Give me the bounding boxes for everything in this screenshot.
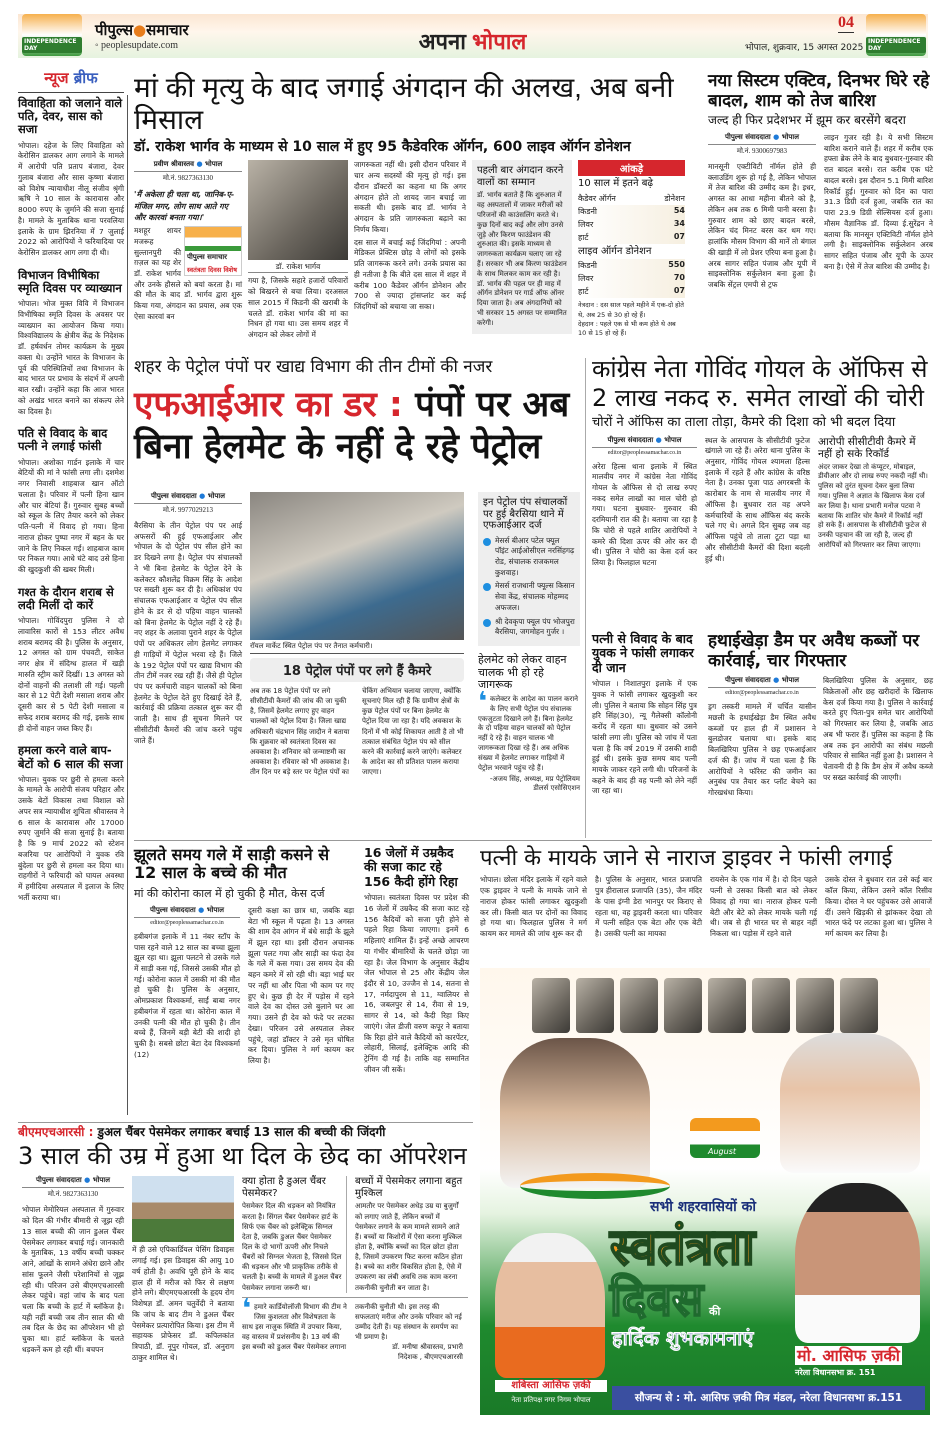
news-brief-column: [18, 68, 124, 904]
fir-list-item: मेसर्स बीआर पटेल फ्यूल पॉइंट आईओसीएल नरसिंहगढ़ रोड, संचालक राजकमल कुशवाह।: [483, 536, 575, 579]
main-story: [134, 72, 697, 341]
independence-day-badge-right: [866, 14, 926, 56]
brief-headline: पति से विवाद के बाद पत्नी ने लगाई फांसी: [18, 426, 108, 454]
petrol-col-1: पीपुल्स संवाददाता ● भोपाल मो.नं. 9977029213 बैरसिया के तीन पेट्रोल पंप पर आई अफसरों की हुई एफआईआर और भोपाल के दो पेट्रोल पंप सील होने का डर दिखने लगा है। पेट्रोल पंप संचालकों ने भी बिना हेलमेट के पेट्रोल देने के कलेक्टर कौशलेंद्र विक्रम सिंह के आदेश पर सख्ती शुरू कर दी है। अधिकांश पंप संचालक एफआईआर व पेट्रोल पंप सील होने के डर से दो पहिया वाहन चालकों को बिना हेलमेट के पेट्रोल नहीं दे रहे हैं। नए शहर के अलावा पुराने शहर के पेट्रोल पंपों पर अधिकतर लोग हेलमेट लगाकर ही गाड़ियों में पेट्रोल भरवा रहे हैं। जिले के 192 पेट्रोल पंपों पर खाद्य विभाग की तीन टीमें नजर रख रही हैं। जैसे ही पेट्रोल पंप पर कर्मचारी वाहन चालकों को बिना हेलमेट के पेट्रोल देते हुए दिखाई देते हैं, कार्रवाई की प्रक्रिया तत्काल शुरू कर दी जाती है। साथ ही सूचना मिलने पर सीसीटीवी कैमरों की जांच करने पहुंच जाते हैं।: [134, 492, 242, 745]
ad-title-1: स्वतंत्रता: [610, 1218, 755, 1276]
shabista-zaki-photo: [495, 1233, 605, 1378]
statistics-box: आंकड़े 10 साल में इतने बढ़े कैडेवर ऑर्गन डोनेशन किडनी 54 लिवर 34 हार्ट 07 लाइव ऑर्गन डोनेशन किडनी 550 लिवर 70 हार्ट 07 नेत्रदान : दस साल पहले महीने में एक-दो होते थे, अब 25 से 30 हो रहे हैं। देहदान : पहले एक से भी कम होते थे अब 10 से 15 हो रहे हैं।: [578, 160, 685, 337]
brief-body: भोपाल। दहेज के लिए विवाहिता को केरोसिन डालकर आग लगाने के मामले में आरोपी पति प्रताप बंजारा, देवर गुलाब बंजारा और सास कृष्णा बंजारा को विशेष न्यायाधीश नीलू संजीव श्रृंगी ऋषि ने 10 साल के कारावास और 8000 रुपए के जुर्माने की सजा सुनाई है। मामले के मुताबिक थाना परवलिया इलाके के ग्राम झिरनिया में 7 जुलाई 2022 को आरोपियों ने फरियादिया पर केरोसिन डालकर आग लगा दी थी।: [18, 140, 124, 257]
petrol-kicker: शहर के पेट्रोल पंपों पर खाद्य विभाग की तीन टीमों की नजर: [134, 357, 493, 377]
divider: [134, 840, 932, 841]
director-quote-block: [242, 1293, 468, 1363]
bmhrc-kicker: बीएमएचआरसी : डुअल चैंबर पेसमेकर लगाकर बचाई 13 साल की बच्ची की जिंदगी: [18, 1125, 386, 1139]
petrol-right-column: [478, 492, 580, 793]
main-col-3: जागरुकता नहीं थी। इसी दौरान परिवार में चार अन्य सदस्यों की मृत्यु हो गई। इस दौरान डॉक्टरों का कहना था कि अगर अंगदान होते तो शायद जान बचाई जा सकती थी। इसके बाद डॉ. भार्गव ने अंगदान के प्रति जागरुकता बढ़ाने का निर्णय किया। दस साल में बचाई कई जिंदगियां : अपनी मेडिकल प्रेक्टिस छोड़ वे लोगों को इसके प्रति जागरूक करने लगे। उनके प्रयास का ही नतीजा है कि बीते दस साल में शहर में करीब 100 कैडेवर ऑर्गन डोनेशन और 700 से ज्यादा ट्रांसप्लांट कर कई जिंदगियों को बचाया जा सका।: [354, 160, 466, 312]
brief-body: भोपाल। गोविंदपुरा पुलिस ने दो लावारिस कारों से 153 लीटर अवैध शराब बरामद की है। पुलिस के अनुसार, 12 अगस्त को ग्राम पंचवटी, साकेत नगर क्षेत्र में संदिग्ध हालत में खड़ी मारुति स्ट्रीम कारें दिखीं। 13 अगस्त को दोनों वाहनों की तलाशी ली गई। पहली कार से 12 पेटी देशी मसाला शराब और दूसरी कार से 5 पेटी देशी मसाला व सफेद शराब बरामद की गई, इसके साथ ही दोनों वाहन जब्त किए हैं।: [18, 616, 124, 733]
petrol-headline: एफआईआर का डर : पंपों पर अब बिना हेलमेट के नहीं दे रहे पेट्रोल: [134, 384, 570, 467]
suicide-story: [592, 632, 697, 797]
swing-headline: झूलते समय गले में साड़ी कसने से 12 साल के बच्चे की मौत: [134, 845, 330, 883]
bmhrc-col-1: पीपुल्स संवाददाता ● भोपाल मो.नं. 9827363130 भोपाल मेमोरियल अस्पताल में गुरुवार को दिल की गंभीर बीमारी से जूझ रही 13 साल बच्ची की जान डुअल चैंबर पेसमेकर लगाकर बचाई गई। जानकारी के मुताबिक, 13 वर्षीय बच्ची चक्कर आने, आंखों के सामने अंधेरा छाने और सांस फूलने जैसी परेशानियों से जूझ रही थी। परिजन उसे बीएमएचआरसी लेकर पहुंचे। वहां जांच के बाद पता चला कि बच्ची के हार्ट में ब्लॉकेज है। यही नहीं बच्ची जब तीन साल की थी तब दिल के छेद का ऑपरेशन भी हो चुका था। हार्ट ब्लॉकेज के चलते धड़कनें कम हो रही थीं। बचपन: [22, 1176, 124, 1354]
helmet-sidebar: हेलमेट को लेकर वाहन चालक भी हो रहे जागरूक ❛ कलेक्टर के आदेश का पालन कराने के लिए सभी पेट्रोल पंप संचालक एकजुटता दिखाने लगे हैं। बिना हेलमेट के दो पहिया वाहन चालकों को पेट्रोल नहीं दे रहे हैं। वाहन चालक भी जागरूकता दिखा रहे हैं। अब अधिक संख्या में हेलमेट लगाकर गाड़ियों में पेट्रोल भरवाने पहुंच रहे हैं। -अजय सिंह, अध्यक्ष, मप्र पेट्रोलियम डीलर्स एसोसिएशन: [478, 653, 580, 793]
fifteen-august-badge: August: [690, 1118, 760, 1158]
leader-photo-left: [500, 1038, 650, 1188]
weather-col-1: पीपुल्स संवाददाता ● भोपाल मो.नं. 9300697983 मानसूनी एक्टीविटी नॉर्मल होते ही क्लाउडिंग शुरू हो गई है, लेकिन भोपाल में तेज बारिश की उम्मीद कम है। इधर, अगस्त का आधा महीना बीतने को है, लेकिन अब तक 6 मिमी पानी बरसा है। गुरुवार शाम को छाए बादल बरसे, लेकिन चंद मिनट बरस कर थम गए। हालांकि मौसम विभाग की मानें तो बंगाल की खाड़ी में लो प्रेशर एरिया बना हुआ है। अरब सागर सहित पंजाब और यूपी में साइक्लोनिक सर्कुलेशन बना हुआ है। जबकि सेंट्रल एमपी से ट्रफ: [708, 132, 816, 289]
column-divider: [127, 95, 128, 1115]
fir-list-item: मेसर्स राजधानी फ्यूल्स किसान सेवा केंद्र, संचालक मोहम्मद अफजल।: [483, 581, 575, 613]
theft-headline: कांग्रेस नेता गोविंद गोयल के ऑफिस से 2 लाख नकद रु. समेत लाखों की चोरी: [592, 355, 928, 412]
director-quote: ❛ हमारे कार्डियोलॉजी विभाग की टीम ने जिस कुशलता और विशेषज्ञता के साथ इस नाजुक स्थिति में उपचार किया, वह वास्तव में प्रशंसनीय है। 13 वर्ष की इस बच्ची को डुअल चैंबर पेसमेकर लगाना: [242, 1293, 347, 1352]
driver-body: भोपाल। छोला मंदिर इलाके में रहने वाले एक ड्राइवर ने पत्नी के मायके जाने से नाराज होकर फांसी लगाकर खुदकुशी कर ली। किसी बात पर दोनों का विवाद हो गया था। फिलहाल पुलिस ने मर्ग कायम कर मामले की जांच शुरू कर दी है। पुलिस के अनुसार, भारत प्रजापति पुत्र हीरालाल प्रजापति (35), जैन मंदिर के पास इंग्नी डेरा भानपुर पर किराए से रहता था, वह ड्राइवरी करता था। परिवार में पत्नी सहित एक बेटा और एक बेटी है। उसकी पत्नी का मायका रायसेन के एक गांव में है। दो दिन पहले पत्नी से उसका किसी बात को लेकर विवाद हो गया था। नाराज होकर पत्नी बेटी और बेटे को लेकर मायके चली गई थी। जब से ही भारत घर से बाहर नहीं निकला था। पड़ोस में रहने वाले उसके दोस्त ने बुधवार रात उसे कई बार कॉल किया, लेकिन उसने कॉल रिसीव किया। दोस्त ने घर पहुंचकर उसे आवाजें दीं। उसने खिड़की से झांककर देखा तो भारत फंदे पर लटका हुआ था। पुलिस ने मर्ग कायम कर लिया है।: [480, 875, 932, 938]
petrol-pump-photo: [250, 492, 464, 640]
section-title: अपना भोपाल: [418, 29, 527, 54]
theft-sidebar: आरोपी सीसीटीवी कैमरे में नहीं हो सके रिकॉर्ड अंदर जाकर देखा तो कंप्यूटर, मोबाइल, डीवीआर और दो लाख रुपए नकदी नहीं थी। पुलिस को तुरंत सूचना देकर बुला लिया गया। पुलिस ने अज्ञात के खिलाफ केस दर्ज कर लिया है। थाना प्रभारी मनोज पटवा ने बताया कि शातिर चोर कैमरे में रिकॉर्ड नहीं हो सके हैं। आसपास के सीसीटीवी फुटेज से उनकी पहचान की जा रही है, जल्द ही आरोपियों को गिरफ्तार कर लिया जाएगा।: [818, 435, 928, 550]
reporter-mobile: मो.नं. 9827363130: [162, 174, 214, 183]
tricolor-ribbon: [520, 1173, 670, 1199]
badge-text: INDEPENDENCE DAY: [866, 37, 926, 53]
theft-story: [592, 355, 932, 569]
jail-headline: 16 जेलों में उम्रकैद की सजा काट रहे 156 कैदी होंगे रिहा: [364, 845, 458, 889]
brief-headline: हमला करने वाले बाप-बेटों को 6 साल की सजा: [18, 743, 123, 771]
swing-subheadline: मां की कोरोना काल में हो चुकी है मौत, केस दर्ज: [134, 886, 325, 900]
weather-col-2: लाइन गुजर रही है। ये सभी सिस्टम बारिश कराने वाले हैं। शहर में करीब एक हफ्ता ब्रेक लेने के बाद बुधवार-गुरुवार की रात बादल बरसे। रात करीब एक घंटे बादल बरसे। इस दौरान 5.1 मिमी बारिश रिकॉर्ड हुई। गुरुवार को दिन का पारा 31.3 डिग्री दर्ज हुआ, जबकि रात का पारा 23.9 डिग्री सेल्सियस दर्ज हुआ। मौसम वैज्ञानिक डॉ. दिव्या ई.सुरेंद्रन ने बताया कि मानसून एक्टिविटी नॉर्मल होने लगी है। साइक्लोनिक सर्कुलेशन अरब सागर सहित पंजाब और यूपी के ऊपर बना है। ऐसे में तेज बारिश की उम्मीद है।: [824, 132, 933, 271]
brief-headline: विवाहिता को जलाने वाले पति, देवर, सास को सजा: [18, 96, 123, 137]
fir-sidebar: इन पेट्रोल पंप संचालकों पर हुई बैरसिया थाने में एफआईआर दर्ज मेसर्स बीआर पटेल फ्यूल पॉइंट आईओसीएल नरसिंहगढ़ रोड, संचालक राजकमल कुशवाह। मेसर्स राजधानी फ्यूल्स किसान सेवा केंद्र, संचालक मोहम्मद अफजल। श्री देवकृपा फ्यूल पंप भोजपुरा बैरसिया, जगमोहन गुर्जर ।: [478, 492, 580, 646]
website-link[interactable]: ◦ peoplesupdate.com: [95, 40, 178, 51]
jail-story: [364, 846, 469, 1076]
brief-body: भोपाल। युवक पर छुरी से हमला करने के मामले के आरोपी संजय परिहार और उसके बेटों विकास तथा विशाल को अपर सत्र न्यायाधीश शुचिता श्रीवास्तव ने 6 साल के कारावास और 17000 रुपए जुर्माने की सजा सुनाई है। बताया है कि 9 मार्च 2022 को स्टेशन बजरिया पर आरोपियों ने युवक रवि बुंदेला पर छुरी से हमला कर दिया था। राहगीरों ने फरियादी को घायल अवस्था में हमीदिया अस्पताल में इलाज के लिए भर्ती कराया था।: [18, 774, 124, 902]
quote-icon: ❛: [242, 1293, 252, 1324]
swing-story: [134, 846, 354, 1067]
swing-col-1: पीपुल्स संवाददाता ● भोपाल editor@peoplessamachar.co.in हबीबगंज इलाके में 11 नंबर स्टॉप के पास रहने वाले 12 साल का बच्चा झूला झूल रहा था। झूला पलटने से उसके गले में साड़ी कस गई, जिससे उसकी मौत हो गई। कोरोना काल में उसकी मां की मौत हो चुकी है। पुलिस के अनुसार, ओमप्रकाश विश्वकर्मा, साईं बाबा नगर हबीबगंज में रहता था। कोरोना काल में उनकी पत्नी की मौत हो चुकी है। तीन बच्चे हैं, जिनमें बड़ी बेटी की शादी हो चुकी है। सबसे छोटा बेटा देव विश्वकर्मा (12): [134, 905, 240, 1059]
brief-headline: गश्त के दौरान शराब से लदी मिलीं दो कारें: [18, 584, 114, 612]
independence-day-advertisement: August सभी शहरवासियों को स्वतंत्रता दिवस की हार्दिक शुभकामनाएं मो. आसिफ ज़की नरेला विधानसभा क्र. 151 शबिस्ता आसिफ ज़की नेता प्रतिपक्ष नगर निगम भोपाल सौजन्य से : मो. आसिफ ज़की मित्र मंडल, नरेला विधानसभा क्र.151: [480, 968, 930, 1415]
theft-col-2: स्थल के आसपास के सीसीटीवी फुटेज खंगाले जा रहे हैं। अरेरा थाना पुलिस के अनुसार, गोविंद गोयल श्यामला हिल्स इलाके में रहते हैं और कांग्रेस के वरिष्ठ नेता है। उनका पूजा पाठ अगरबत्ती के कारोबार के नाम से मालवीय नगर में ऑफिस है। बुधवार रात वह अपने कर्मचारियों के साथ ऑफिस बंद करके चले गए थे। अगले दिन सुबह जब वह ऑफिस पहुंचे तो ताला टूटा पड़ा था और सीसीटीवी कैमरों की दिशा बदली हुई थी।: [705, 435, 810, 563]
special-edition-logo: पीपुल्स समाचार स्वतंत्रता दिवस विशेष: [184, 226, 242, 276]
main-body: मशहूर शायर मजरूह सुल्तानपुरी की ग़ज़ल का यह शेर डॉ. राकेश भार्गव और उनके हौसले को बयां करता है। मां की मौत के बाद डॉ. भार्गव द्वारा शुरू किया गया, अंगदान का प्रयास, अब एक ऐसा कारवां बन: [134, 226, 242, 321]
byline: प्रवीण श्रीवास्तव ● भोपाल: [134, 160, 242, 172]
main-headline: मां की मृत्यु के बाद जगाई अंगदान की अलख, अब बनी मिसाल: [134, 72, 674, 136]
swing-col-2: दूसरी कक्षा का छात्र था, जबकि बड़ा बेटा भी स्कूल में पढ़ता है। 13 अगस्त की शाम देव आंगन में बंधे साड़ी के झूले में झूल रहा था। इसी दौरान अचानक झूला पलट गया और साड़ी का फंदा देव के गले में कस गया। उस समय देव की बहन कमरे में सो रही थी। बड़ा भाई घर पर नहीं था और पिता भी काम पर गए हुए थे। कुछ ही देर में पड़ोस में रहने वाले देव का दोस्त उसे बुलाने घर आ गया। उसने ही देव को फंदे पर लटका देखा। परिजन उसे अस्पताल लेकर पहुंचे, जहां डॉक्टर ने उसे मृत घोषित कर दिया। पुलिस ने मर्ग कायम कर लिया है।: [248, 905, 354, 1066]
dam-col-1: पीपुल्स संवाददाता ● भोपाल editor@peoplessamachar.co.in ड्रग तस्करी मामले में चर्चित यासीन मछली के हथाईखेड़ा डैम स्थित अवैध कब्जों पर हाल ही में प्रशासन ने बुलडोजर चलाया था। इसके बाद बिलखिरिया पुलिस ने छह एफआईआर दर्ज की हैं। जांच में पता चला है कि आरोपियों ने फॉरेस्ट की जमीन का अनुबंध पत्र तैयार कर प्लॉट बेचने का गोरखधंधा किया।: [708, 676, 816, 797]
suicide-body: भोपाल । निशातपुरा इलाके में एक युवक ने फांसी लगाकर खुदकुशी कर ली। पुलिस ने बताया कि सोहन सिंह पुत्र हरि सिंह(30), न्यू गैलेक्सी कॉलोनी करोंद में रहता था। बुधवार को उसने फांसी लगा ली। पुलिस को जांच में पता चला है कि वर्ष 2019 में उसकी शादी हुई थी। इसके कुछ समय बाद पत्नी मायके जाकर रहने लगी थी। परिजनों के कहने के बाद ही वह पत्नी को लेने नहीं जा रहा था।: [592, 679, 697, 796]
weather-headline: नया सिस्टम एक्टिव, दिनभर घिरे रहे बादल, शाम को तेज बारिश: [708, 71, 930, 111]
bmhrc-headline: 3 साल की उम्र में हुआ था दिल के छेद का ऑपरेशन: [18, 1141, 467, 1170]
ad-wishes: हार्दिक शुभकामनाएं: [612, 1326, 754, 1350]
independence-day-badge-left: [22, 14, 82, 56]
stat-row: लिवर 34: [578, 218, 685, 229]
stat-row: किडनी 550: [578, 260, 685, 271]
news-brief-title: न्यूज ब्रीफ: [44, 69, 98, 87]
weather-subheadline: जल्द ही फिर प्रदेशभर में झूम कर बरसेंगे बदरा: [708, 113, 906, 128]
main-body: गया है, जिसके सहारे हजारों परिवारों को बिखरने से बचा लिया। दरअसल साल 2015 में किडनी की खराबी के चलते डॉ. राकेश भार्गव की मां का निधन हो गया था। उस समय शहर में अंगदान को लेकर लोगों में: [248, 276, 348, 340]
petrol-center: [250, 492, 464, 777]
ad-courtesy: सौजन्य से : मो. आसिफ ज़की मित्र मंडल, नरेला विधानसभा क्र.151: [612, 1386, 925, 1410]
ad-ki: की: [709, 1304, 721, 1318]
asif-zaki-photo: [795, 1183, 920, 1343]
stat-row: हार्ट 07: [578, 231, 685, 242]
driver-story: [480, 846, 932, 940]
cameras-subhead: 18 पेट्रोल पंपों पर लगे हैं कैमरे: [250, 658, 464, 682]
bmhrc-col-2: में ही उसे एपिकार्डियल पेसिंग डिवाइस लगाई गई। इस डिवाइस की आयु 10 वर्ष होती है। अवधि पूरी होने के बाद हाल ही में मरीज को फिर से लक्षण होने लगे। बीएमएचआरसी के हृदय रोग विशेषज्ञ डॉ. अमन चतुर्वेदी ने बताया कि जांच के बाद टीम ने डुअल चैंबर पेसमेकर प्रत्यारोपित किया। इस टीम में सहायक प्रोफेसर डॉ. कपिलकांत त्रिपाठी, डॉ. नूपुर गोयल, डॉ. अनुराग ठाकुर शामिल थे।: [132, 1176, 234, 1363]
children-pacemaker-sidebar: बच्चों में पेसमेकर लगाना बहुत मुश्किल आमतौर पर पेसमेकर अधेड़ उम्र या बुजुर्गों को लगाए जाते हैं, लेकिन बच्चों में पेसमेकर लगाने के कम मामले सामने आते हैं। बच्चों या किशोरों में ऐसा करना मुश्किल होता है, क्योंकि बच्चों का दिल छोटा होता है, जिसमें उपकरण फिट करना कठिन होता है। बच्चे का शरीर विकसित होता है, ऐसे में उपकरण का लंबी अवधि तक काम करना तकनीकी चुनौती बन जाता है।: [355, 1176, 463, 1292]
main-col-1: [134, 160, 242, 322]
leaders-photo-strip: [490, 978, 920, 1038]
bmhrc-sidebars: [242, 1176, 468, 1362]
divider: [18, 1122, 473, 1123]
theft-subheadline: चोरों ने ऑफिस का ताला तोड़ा, कैमरे की दिशा को भी बदल दिया: [592, 414, 896, 430]
weather-story: [708, 72, 933, 291]
fir-list-item: श्री देवकृपा फ्यूल पंप भोजपुरा बैरसिया, जगमोहन गुर्जर ।: [483, 617, 575, 638]
honour-sidebar: पहली बार अंगदान करने वालों का सम्मान डॉ. भार्गव बताते हैं कि शुरुआत में वह अस्पतालों में जाकर मरीजों को परिजनों की काउंसलिंग करते थे। कुछ दिनों बाद कई और लोग उनसे जुड़े और किरण फाउंडेशन की शुरुआत की। इसके माध्यम से जागरुकता कार्यक्रम चलाए जा रहे हैं। सरकार भी अब किरण फाउंडेशन के साथ मिलकर काम कर रही है। डॉ. भार्गव की पहल पर ही माह में ऑर्गन डोनेशन पर गार्ड ऑफ ऑनर दिया जाता है। अब अंगदानियों को भी सरकार 15 अगस्त पर सम्मानित करेगी।: [472, 160, 572, 333]
edition-date: भोपाल, शुक्रवार, 15 अगस्त 2025: [745, 43, 864, 53]
ad-name: मो. आसिफ ज़की: [797, 1346, 900, 1365]
column-divider: [585, 358, 586, 838]
main-subheadline: डॉ. राकेश भार्गव के माध्यम से 10 साल में हुए 95 कैडेवरिक ऑर्गन, 600 लाइव ऑर्गन डोनेशन: [134, 139, 631, 156]
stat-row: हार्ट 07: [578, 286, 685, 297]
quote-icon: ❛: [478, 687, 488, 718]
suicide-headline: पत्नी से विवाद के बाद युवक ने फांसी लगाकर दी जान: [592, 631, 694, 675]
dam-story: [708, 632, 933, 799]
brief-body: भोपाल। अशोका गार्डन इलाके में चार बेटियों की मां ने फांसी लगा ली। दशमेश नगर निवासी शाहबाज खान ऑटो चलाता है। परिवार में पत्नी हिना खान और चार बेटियां हैं। गुरुवार सुबह बच्चों को स्कूल के लिए तैयार करने को लेकर पति-पत्नी में विवाद हो गया। हिना नाराज होकर पुष्पा नगर में बहन के घर जाने के लिए निकल गईं। शाहबाज काम पर निकल गया। आधे घंटे बाद उसे हिना की खुदकुशी की खबर मिली।: [18, 457, 124, 575]
photo-caption: डॉ. राकेश भार्गव: [248, 262, 348, 273]
bmhrc-gate-photo: [132, 1176, 234, 1242]
dam-headline: हथाईखेड़ा डैम पर अवैध कब्जों पर कार्रवाई, चार गिरफ्तार: [708, 631, 920, 671]
petrol-body: चेकिंग अभियान चलाया जाएगा, क्योंकि सूचनाएं मिल रही हैं कि ग्रामीण क्षेत्रों के कुछ पेट्रोल पंपों पर बिना हेलमेट के पेट्रोल दिया जा रहा है। यदि अवकाश के दिनों में भी कोई शिकायत आती है तो भी तत्काल संबंधित पेट्रोल पंप को सील करने की कार्रवाई करने जाएंगे। कलेक्टर के आदेश का सौ प्रतिशत पालन कराया जाएगा।: [362, 687, 464, 777]
petrol-body: अब तक 18 पेट्रोल पंपों पर लगे सीसीटीवी कैमरों की जांच की जा चुकी है, जिसमें हेलमेट लगाए हुए वाहन चालकों को पेट्रोल दिया है। जिला खाद्य अधिकारी चंद्रभान सिंह जादौन ने बताया कि शुक्रवार को स्वतंत्रता दिवस का अवकाश है। शनिवार को जन्माष्टमी का अवकाश है। रविवार को भी अवकाश है। तीन दिन पर बड़े स्तर पर पेट्रोल पंपों का: [250, 687, 350, 777]
main-col-2: [248, 160, 348, 340]
pacemaker-explainer: क्या होता है डुअल चैंबर पेसमेकर? पेसमेकर दिल की धड़कन को नियंत्रित करता है। सिंगल चैंबर पेसमेकर हार्ट के सिर्फ एक चैंबर को इलेक्ट्रिक सिग्नल देता है, जबकि डुअल चैंबर पेसमेकर दिल के दो भागों ऊपरी और निचले चैंबरों को सिग्नल भेजता है, जिससे दिल की धड़कन और भी प्राकृतिक तरीके से चलती है। बच्ची के मामले में डुअल चैंबर पेसमेकर लगाना जरूरी था।: [242, 1176, 347, 1292]
jail-body: भोपाल। स्वतंत्रता दिवस पर प्रदेश की 16 जेलों में उम्रकैद की सजा काट रहे 156 कैदियों को सजा पूरी होने से पहले रिहा किया जाएगा। इनमें 6 महिलाएं शामिल हैं। इन्हें अच्छे आचरण या गंभीर बीमारियों के चलते छोड़ा जा रहा है। जेल विभाग के अनुसार केंद्रीय जेल भोपाल से 25 और केंद्रीय जेल इंदौर से 10, उज्जैन से 14, सतना से 17, नर्मदापुरम से 11, ग्वालियर से 16, जबलपुर से 14, रीवा से 19, सागर से 14, को कैदी रिहा किए जाएंगे। जेल डीजी वरुण कपूर ने बताया कि रिहा होने वाले कैदियों को कारपेंटर, लोहारी, सिलाई, इलेक्ट्रिक आदि की ट्रेनिंग दी गई है। ताकि वह सम्मानित जीवन जी सकें।: [364, 893, 469, 1074]
brief-headline: विभाजन विभीषिका स्मृति दिवस पर व्याख्यान: [18, 267, 122, 295]
photo-caption: रॉयल मार्केट स्थित पेट्रोल पंप पर तैनात कर्मचारी।: [250, 640, 464, 654]
director-quote-cont: तकनीकी चुनौती थी। इस तरह की सफलताएं मरीज और उनके परिवार को नई उम्मीद देती हैं। यह संस्थान के समर्पण का भी प्रमाण है। डॉ. मनीषा श्रीवास्तव, प्रभारी निदेशक , बीएमएचआरसी: [355, 1302, 463, 1362]
driver-headline: पत्नी के मायके जाने से नाराज ड्राइवर ने फांसी लगाई: [480, 846, 893, 871]
newspaper-logo[interactable]: पीपुल्स●समाचार: [95, 21, 189, 39]
pull-quote: 'मैं अकेला ही चला था, जानिब-ए-मंजिल मगर, लोग साथ आते गए और कारवां बनता गया।': [134, 190, 235, 222]
stat-row: लिवर 70: [578, 273, 685, 284]
page-number: 04: [838, 14, 854, 31]
stat-row: किडनी 54: [578, 205, 685, 216]
dam-col-2: बिलखिरिया पुलिस के अनुसार, छह विक्रेताओं और छह खरीदारों के खिलाफ केस दर्ज किया गया है। पुलिस ने कार्रवाई करते हुए पिता-पुत्र समेत चार आरोपियों को गिरफ्तार कर लिया है, जबकि आठ अब भी फरार हैं। पुलिस का कहना है कि अब तक इन आरोपी का संबंध मछली परिवार से साबित नहीं हुआ है। प्रशासन ने चेतावनी दी है कि डैम क्षेत्र में अवैध कब्जे पर सख्त कार्रवाई की जाएगी।: [823, 676, 933, 782]
badge-text: INDEPENDENCE DAY: [22, 37, 82, 53]
petrol-heading: [134, 358, 579, 468]
ad-title-2-row: [610, 1272, 721, 1326]
bmhrc-story: [18, 1126, 476, 1363]
theft-col-1: पीपुल्स संवाददाता ● भोपाल editor@peoplessamachar.co.in अरेरा हिल्स थाना इलाके में स्थित मालवीय नगर में कांग्रेस नेता गोविंद गोयल के ऑफिस से दो लाख रुपए नकद समेत लाखों का माल चोरी हो गया। घटना बुधवार- गुरुवार की दरमियानी रात की है। बताया जा रहा है कि चोरी से पहले शातिर आरोपियों ने कमरे की दिशा ऊपर की ओर कर दी थी। पुलिस ने चोरी का केस दर्ज कर लिया है। फिलहाल घटना: [592, 435, 697, 568]
dr-rakesh-bhargava-photo: [248, 160, 348, 260]
ad-title-2: दिवस: [610, 1272, 704, 1326]
leader-photo-right: [780, 1033, 920, 1173]
brief-body: भोपाल। भोज मुक्त विवि में विभाजन विभीषिका स्मृति दिवस के अवसर पर व्याख्यान का आयोजन किया गया। विश्वविद्यालय के क्षेत्रीय केंद्र के निदेशक डॉ. हर्षवर्धन तोमर कार्यक्रम के मुख्य वक्ता थे। उन्होंने भारत के विभाजन के पूर्व की परिस्थितियों तथा विभाजन के बाद भारत पर प्रभाव के संदर्भ में अपनी बात रखी। उन्होंने कहा कि आज भारत को अखंड भारत बनाने का संकल्प लेने का दिवस है।: [18, 299, 124, 416]
